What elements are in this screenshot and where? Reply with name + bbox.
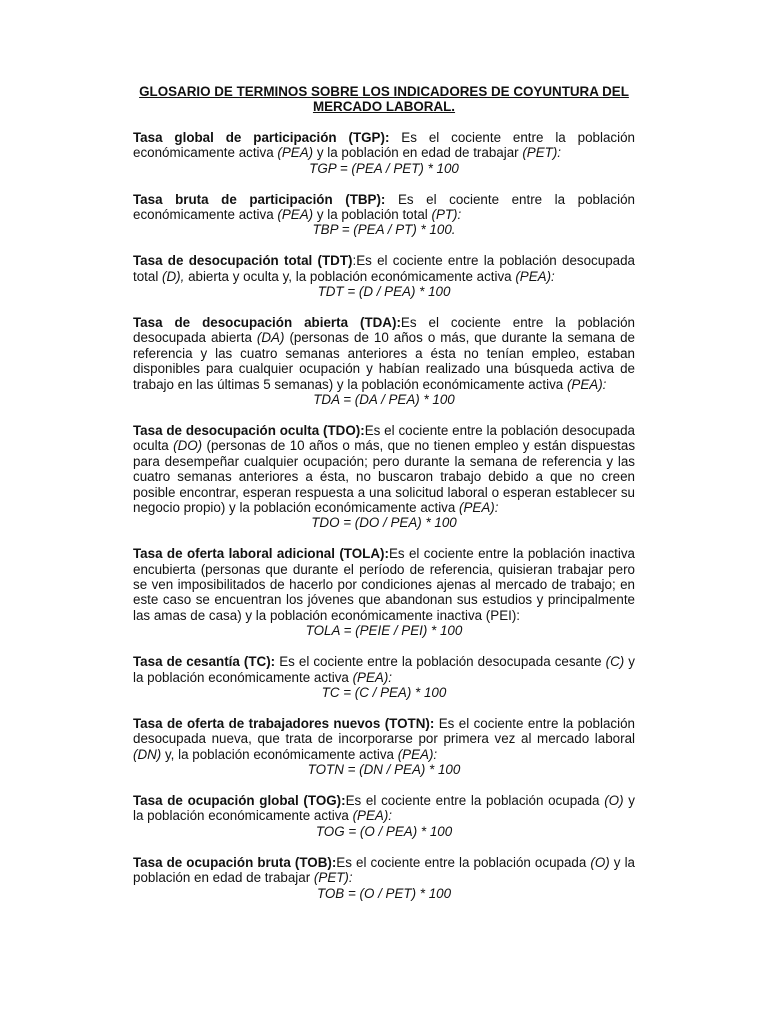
entry-variable: (PET):: [313, 870, 353, 886]
entry-text: (personas de 10 años o más, que durante la semana de referencia y las cuatro semanas anteriores a ésta no tenían empleo, estaban disponibles para cualquier ocupación y habían realizado una búsqueda activa de trabajo en las últimas 5 semanas) y la población económicamente activa: [133, 330, 635, 392]
entry-text: abierta y oculta y, la población económicamente activa: [184, 268, 516, 284]
glossary-entry: [133, 546, 635, 638]
entry-definition: [133, 423, 635, 531]
entry-variable: (PEA):: [515, 268, 555, 284]
entry-text: Es el cociente entre la población desocupada nueva, que trata de incorporarse por primera vez al mercado laboral: [133, 715, 635, 747]
entry-variable: (D),: [162, 268, 185, 284]
entry-formula: TDA = (DA / PEA) * 100: [313, 392, 455, 407]
entry-variable: (PEA):: [459, 499, 499, 515]
entry-text: Es el cociente entre la población ocupada: [336, 854, 591, 870]
entry-text: y la población en edad de trabajar: [313, 145, 523, 161]
entry-formula: TDT = (D / PEA) * 100: [317, 284, 451, 300]
glossary-entry: [133, 716, 635, 778]
entry-variable: (PT):: [431, 206, 462, 222]
entry-definition: [133, 192, 635, 238]
entry-text: Es el cociente entre la población económicamente activa: [133, 191, 635, 222]
glossary-entry: [133, 855, 635, 901]
entry-formula: TDO = (DO / PEA) * 100: [311, 515, 457, 531]
entry-variable: (PEA): [277, 145, 314, 161]
entry-formula: TOTN = (DN / PEA) * 100: [307, 762, 461, 778]
entry-variable: (PEA):: [352, 808, 393, 824]
entry-definition: [133, 546, 635, 638]
entry-variable: (DO): [173, 438, 203, 454]
glossary-entry: [133, 130, 635, 176]
entry-variable: (PEA):: [397, 746, 438, 762]
entry-term: Tasa de desocupación abierta (TDA):: [133, 314, 401, 330]
entry-formula: TC = (C / PEA) * 100: [321, 685, 447, 700]
entry-term: Tasa de desocupación oculta (TDO):: [133, 422, 365, 438]
entry-text: Es el cociente entre la población desocupada cesante: [275, 654, 606, 670]
entry-variable: (O): [604, 793, 624, 809]
entry-text: y la población en edad de trabajar: [133, 854, 635, 886]
entry-definition: [133, 315, 635, 407]
entry-term: Tasa de oferta de trabajadores nuevos (TOTN):: [133, 715, 435, 731]
glossary-entry: [133, 192, 635, 238]
entry-text: Es el cociente entre la población económicamente activa: [133, 129, 635, 161]
entry-variable: (DN): [133, 746, 162, 762]
entry-term: Tasa de cesantía (TC):: [133, 654, 276, 670]
entry-variable: (O): [590, 854, 610, 870]
entry-definition: [133, 253, 635, 299]
glossary-list: [133, 130, 635, 901]
title-line-2: MERCADO LABORAL.: [312, 99, 456, 115]
glossary-entry: [133, 315, 635, 407]
entry-term: Tasa de oferta laboral adicional (TOLA):: [133, 546, 389, 562]
entry-variable: (C): [605, 654, 625, 670]
entry-term: Tasa de desocupación total (TDT): [133, 253, 353, 269]
glossary-entry: [133, 423, 635, 531]
entry-variable: (PEA): [277, 206, 314, 222]
entry-text: y la población económicamente activa: [133, 793, 635, 824]
document-page: [133, 84, 635, 916]
entry-text: (personas de 10 años o más, que no tienen empleo y están dispuestas para desempeñar cualquier ocupación; pero durante la semana de referencia y las cuatro semanas anteriores a ésta, no buscaron trabajo debido a que no creen posible encontrar, esperan respuesta a una solicitud laboral o esperan establecer su negocio propio) y la población económicamente activa: [133, 438, 636, 515]
entry-definition: [133, 654, 635, 700]
entry-text: Es el cociente entre la población desocupada abierta: [133, 314, 635, 346]
entry-text: Es el cociente entre la población inactiva encubierta (personas que durante el período de referencia, quisieran trabajar pero se ven imposibilitados de hacerlo por condiciones ajenas al mercado de trabajo; en este caso se encuentran los jóvenes que abandonan sus estudios y principalmente las amas de casa) y la población económicamente inactiva (PEI):: [133, 546, 635, 623]
entry-text: y, la población económicamente activa: [161, 746, 398, 762]
entry-text: y la población económicamente activa: [133, 654, 635, 685]
entry-variable: (PEA):: [352, 669, 393, 685]
entry-text: y la población total: [313, 206, 432, 222]
entry-text: Es el cociente entre la población desocupada oculta: [133, 422, 635, 454]
entry-term: Tasa de ocupación bruta (TOB):: [133, 854, 337, 870]
entry-formula: TOG = (O / PEA) * 100: [315, 823, 453, 839]
entry-definition: [133, 855, 635, 901]
document-title: [133, 84, 635, 115]
entry-variable: (DA): [256, 330, 285, 346]
entry-definition: [133, 716, 635, 778]
entry-formula: TBP = (PEA / PT) * 100.: [312, 222, 456, 238]
entry-definition: [133, 130, 635, 176]
entry-term: Tasa bruta de participación (TBP):: [133, 191, 386, 207]
glossary-entry: [133, 253, 635, 299]
entry-formula: TOB = (O / PET) * 100: [316, 885, 452, 901]
entry-term: Tasa de ocupación global (TOG):: [133, 793, 346, 809]
entry-term: Tasa global de participación (TGP):: [133, 129, 390, 145]
entry-variable: (PEA):: [566, 376, 607, 392]
entry-definition: [133, 793, 635, 839]
glossary-entry: [133, 793, 635, 839]
entry-text: :Es el cociente entre la población desocupada total: [133, 253, 635, 284]
title-line-1: GLOSARIO DE TERMINOS SOBRE LOS INDICADORES DE COYUNTURA DEL: [139, 84, 629, 99]
entry-formula: TGP = (PEA / PET) * 100: [309, 160, 459, 176]
entry-formula: TOLA = (PEIE / PEI) * 100: [305, 623, 463, 639]
entry-text: Es el cociente entre la población ocupada: [345, 793, 605, 809]
glossary-entry: [133, 654, 635, 700]
entry-variable: (PET):: [522, 145, 562, 161]
